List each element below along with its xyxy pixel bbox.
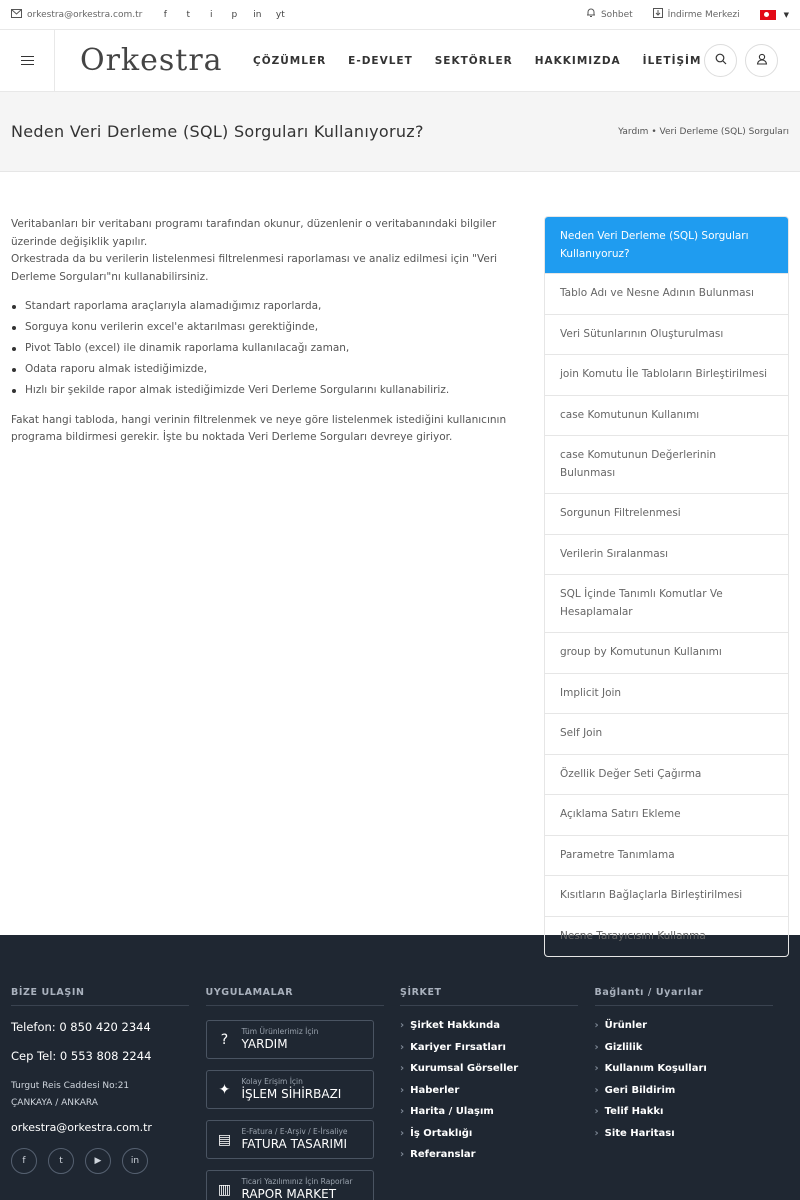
footer-link[interactable]: › Referanslar — [400, 1149, 595, 1160]
sidebar-item[interactable]: case Komutunun Değerlerinin Bulunması — [545, 436, 788, 494]
twitter-icon[interactable]: t — [48, 1148, 74, 1174]
footer-email-link[interactable]: orkestra@orkestra.com.tr — [11, 1121, 152, 1134]
address-line-2: ÇANKAYA / ANKARA — [11, 1098, 98, 1108]
bell-icon — [586, 8, 596, 21]
pinterest-icon[interactable]: p — [231, 9, 238, 20]
page-title-band — [0, 92, 800, 172]
sidebar-item[interactable]: case Komutunun Kullanımı — [545, 396, 788, 437]
main-header — [0, 30, 800, 92]
nav-solutions[interactable]: ÇÖZÜMLER — [253, 54, 327, 67]
footer-link[interactable]: › Ürünler — [595, 1020, 790, 1031]
search-button[interactable] — [704, 44, 737, 77]
list-item: Hızlı bir şekilde rapor almak istediğimizde Veri Derleme Sorgularını kullanabiliriz. — [11, 382, 521, 400]
search-icon — [715, 53, 727, 68]
footer-socials — [11, 1148, 206, 1174]
breadcrumb[interactable]: Yardım • Veri Derleme (SQL) Sorguları — [618, 126, 789, 137]
footer-heading: UYGULAMALAR — [206, 987, 384, 1006]
usage-list — [11, 298, 521, 400]
mobile-link[interactable]: Cep Tel: 0 553 808 2244 — [11, 1049, 152, 1063]
app-subtitle: E-Fatura / E-Arşiv / E-İrsaliye — [241, 1127, 348, 1136]
app-title: YARDIM — [241, 1037, 288, 1051]
app-wizard-button[interactable] — [206, 1070, 374, 1109]
nav-e-government[interactable]: E-DEVLET — [348, 54, 413, 67]
chevron-down-icon: ▼ — [783, 10, 789, 19]
youtube-icon[interactable]: ▶ — [85, 1148, 111, 1174]
sidebar-item[interactable]: Açıklama Satırı Ekleme — [545, 795, 788, 836]
top-bar — [0, 0, 800, 30]
sidebar-item[interactable]: Self Join — [545, 714, 788, 755]
main-content — [0, 172, 800, 942]
linkedin-icon[interactable]: in — [122, 1148, 148, 1174]
nav-sectors[interactable]: SEKTÖRLER — [434, 54, 513, 67]
top-email[interactable] — [11, 9, 142, 21]
phone-link[interactable]: Telefon: 0 850 420 2344 — [11, 1020, 151, 1034]
footer — [0, 935, 800, 1200]
footer-link[interactable]: › Gizlilik — [595, 1042, 790, 1053]
nav-about[interactable]: HAKKIMIZDA — [534, 54, 621, 67]
question-icon: ? — [220, 1031, 229, 1048]
footer-link[interactable]: › Haberler — [400, 1085, 595, 1096]
sidebar-item[interactable]: join Komutu İle Tabloların Birleştirilmesi — [545, 355, 788, 396]
footer-company — [400, 987, 595, 1200]
footer-link[interactable]: › Kariyer Fırsatları — [400, 1042, 595, 1053]
footer-link[interactable]: › Kurumsal Görseller — [400, 1063, 595, 1074]
sidebar-item[interactable]: Özellik Değer Seti Çağırma — [545, 755, 788, 796]
company-links — [400, 1020, 595, 1160]
app-invoice-design-button[interactable] — [206, 1120, 374, 1159]
app-title: FATURA TASARIMI — [241, 1137, 347, 1151]
top-email-text: orkestra@orkestra.com.tr — [27, 9, 143, 20]
envelope-icon — [11, 9, 22, 21]
sidebar-item[interactable]: Verilerin Sıralanması — [545, 535, 788, 576]
legal-links — [595, 1020, 790, 1139]
sidebar-item[interactable]: Implicit Join — [545, 674, 788, 715]
main-nav — [253, 55, 701, 67]
list-item: Sorguya konu verilerin excel'e aktarılması gerektiğinde, — [11, 319, 521, 337]
footer-legal — [595, 987, 790, 1200]
chat-link[interactable] — [586, 8, 633, 21]
account-button[interactable] — [745, 44, 778, 77]
page-title: Neden Veri Derleme (SQL) Sorguları Kullanıyoruz? — [11, 122, 424, 141]
sidebar-item[interactable]: group by Komutunun Kullanımı — [545, 633, 788, 674]
footer-contact — [11, 987, 206, 1200]
instagram-icon[interactable]: i — [210, 9, 213, 20]
app-subtitle: Kolay Erişim İçin — [241, 1077, 303, 1086]
hamburger-icon — [21, 53, 34, 68]
linkedin-icon[interactable]: in — [253, 9, 262, 20]
sidebar-item[interactable]: Kısıtların Bağlaçlarla Birleştirilmesi — [545, 876, 788, 917]
chat-label: Sohbet — [600, 9, 633, 20]
twitter-icon[interactable]: t — [186, 9, 191, 20]
paragraph-1: Veritabanları bir veritabanı programı tarafından okunur, düzenlenir o veritabanındaki bilgiler üzerinde değişiklik yapılır. — [11, 218, 497, 248]
sidebar-item[interactable]: Sorgunun Filtrelenmesi — [545, 494, 788, 535]
footer-link[interactable]: › Harita / Ulaşım — [400, 1106, 595, 1117]
facebook-icon[interactable]: f — [11, 1148, 37, 1174]
footer-link[interactable]: › Şirket Hakkında — [400, 1020, 595, 1031]
sidebar-item-active[interactable]: Neden Veri Derleme (SQL) Sorguları Kullanıyoruz? — [545, 217, 788, 274]
magic-wand-icon: ✦ — [218, 1081, 231, 1098]
sidebar-item[interactable]: Veri Sütunlarının Oluşturulması — [545, 315, 788, 356]
download-icon — [653, 8, 663, 21]
address — [11, 1078, 206, 1112]
footer-link[interactable]: › İş Ortaklığı — [400, 1128, 595, 1139]
user-icon — [756, 53, 768, 68]
header-actions — [704, 44, 800, 77]
language-selector[interactable] — [760, 10, 789, 20]
footer-apps — [206, 987, 401, 1200]
youtube-icon[interactable]: yt — [275, 9, 285, 20]
app-title: İŞLEM SİHİRBAZI — [241, 1087, 342, 1101]
address-line-1: Turgut Reis Caddesi No:21 — [11, 1081, 130, 1091]
footer-heading: ŞİRKET — [400, 987, 578, 1006]
menu-button[interactable] — [0, 30, 55, 92]
topic-sidebar — [544, 216, 789, 957]
nav-contact[interactable]: İLETİŞİM — [642, 54, 702, 67]
footer-heading: BİZE ULAŞIN — [11, 987, 189, 1006]
article-body — [11, 216, 521, 935]
app-subtitle: Ticari Yazılımınız İçin Raporlar — [241, 1177, 353, 1186]
list-item: Standart raporlama araçlarıyla alamadığımız raporlarda, — [11, 298, 521, 316]
list-item: Odata raporu almak istediğimizde, — [11, 361, 521, 379]
footer-link[interactable]: › Geri Bildirim — [595, 1085, 790, 1096]
app-title: RAPOR MARKET — [241, 1187, 337, 1200]
top-socials — [160, 10, 285, 20]
footer-link[interactable]: › Site Haritası — [595, 1128, 790, 1139]
download-label: İndirme Merkezi — [667, 9, 740, 20]
sidebar-item[interactable]: Tablo Adı ve Nesne Adının Bulunması — [545, 274, 788, 315]
app-help-button[interactable] — [206, 1020, 374, 1059]
paragraph-2: Orkestrada da bu verilerin listelenmesi filtrelenmesi raporlaması ve analiz edilmesi için "Veri Derleme Sorguları"nı kullanabilirsiniz. — [11, 253, 498, 283]
logo[interactable]: Orkestra — [80, 43, 223, 78]
footer-link[interactable]: › Telif Hakkı — [595, 1106, 790, 1117]
top-right — [586, 8, 789, 21]
sidebar-item[interactable]: SQL İçinde Tanımlı Komutlar Ve Hesaplamalar — [545, 575, 788, 633]
sidebar-item[interactable]: Parametre Tanımlama — [545, 836, 788, 877]
app-report-market-button[interactable] — [206, 1170, 374, 1200]
sidebar-item[interactable]: Nesne Tarayıcısını Kullanma — [560, 929, 706, 942]
footer-heading: Bağlantı / Uyarılar — [595, 987, 773, 1006]
invoice-icon: ▤ — [217, 1131, 232, 1148]
download-center-link[interactable] — [653, 8, 740, 21]
paragraph-3: Fakat hangi tabloda, hangi verinin filtrelenmek ve neye göre listelenmek istediğini kullanıcının programa bildirmesi gerekir. İşte bu noktada Veri Derleme Sorguları devreye giriyor. — [11, 413, 507, 443]
list-item: Pivot Tablo (excel) ile dinamik raporlama kullanılacağı zaman, — [11, 340, 521, 358]
facebook-icon[interactable]: f — [163, 9, 167, 20]
turkey-flag-icon — [760, 10, 776, 20]
footer-link[interactable]: › Kullanım Koşulları — [595, 1063, 790, 1074]
barcode-icon: ▥ — [217, 1181, 232, 1198]
app-subtitle: Tüm Ürünlerimiz İçin — [241, 1027, 319, 1036]
